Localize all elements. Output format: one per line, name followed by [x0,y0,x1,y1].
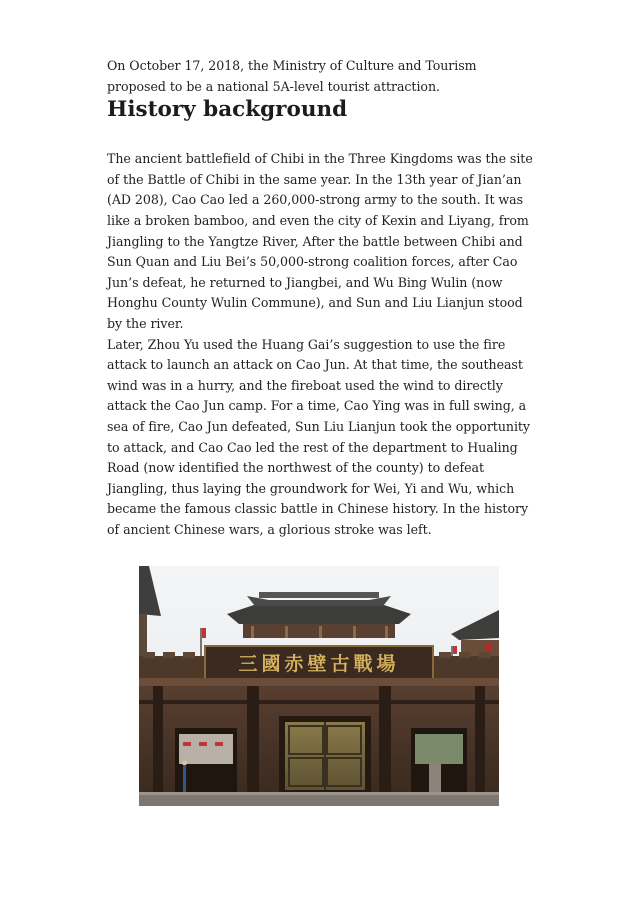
signboard-text: 三國赤壁古戰場 [238,653,400,675]
chibi-gate-photo [139,566,499,806]
intro-paragraph: On October 17, 2018, the Ministry of Culture and Tourism proposed to be a national 5A-level tourist attraction. [107,58,477,94]
section-heading: History background [107,97,348,123]
main-roof [227,604,411,624]
document-page [107,56,537,540]
history-paragraph-2: Later, Zhou Yu used the Huang Gai’s suggestion to use the fire attack to launch an attack on Cao Jun. At that time, the southeast wind was in a hurry, and the fireboat used the wind to directly attack the Cao Jun camp. For a time, Cao Ying was in full swing, a sea of fire, Cao Jun defeated, Sun Liu Lianjun took the opportunity to attack, and Cao Cao led the rest of the department to Hualing Road (now identified the northwest of the county) to defeat Jiangling, thus laying the groundwork for Wei, Yi and Wu, which became the famous classic battle in Chinese history. In the history of ancient Chinese wars, a glorious stroke was left. [107,336,530,537]
gate-illustration [139,566,499,806]
history-paragraph-1: The ancient battlefield of Chibi in the Three Kingdoms was the site of the Battle of Chibi in the same year. In the 13th year of Jian’an (AD 208), Cao Cao led a 260,000-strong army to the south. It was like a broken bamboo, and even the city of Kexin and Liyang, from Jiangling to the Yangtze River, After the battle between Chibi and Sun Quan and Liu Bei’s 50,000-strong coalition forces, after Cao Jun’s defeat, he returned to Jiangbei, and Wu Bing Wulin (now Honghu County Wulin Commune), and Sun and Liu Lianjun stood by the river. [107,151,533,331]
